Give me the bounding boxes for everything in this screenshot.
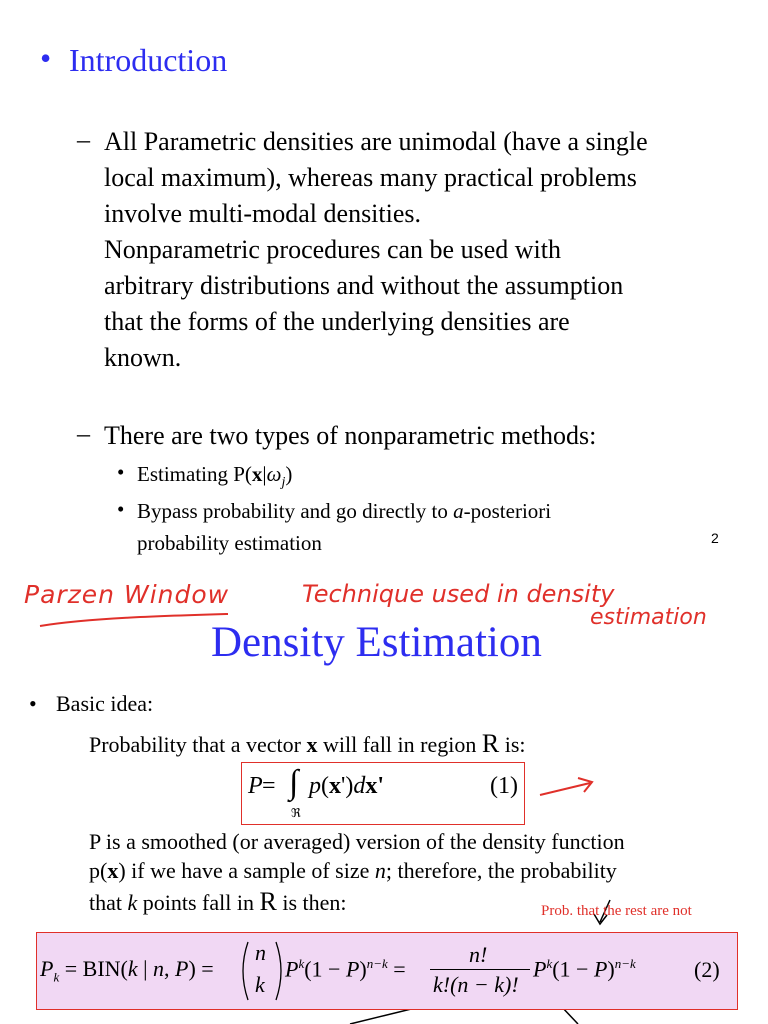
sub-bullet: • [117,497,125,521]
eq2-frac-bar [430,969,530,970]
eq2-frac-den: k!(n − k)! [433,972,519,997]
para1-line: Nonparametric procedures can be used with [104,235,561,264]
sub-item-estimating: Estimating $P(x|\omega_j)$ [137,462,293,491]
eq2-frac-num: n! [469,942,488,967]
heading-bullet: • [40,40,52,76]
eq2-lhs: $P_k = BIN(k$ | n, P) = [40,956,214,985]
eq1-equals: = [262,773,276,799]
eq1-number: (1) [490,773,518,799]
eq1-P: P [248,773,263,799]
annotation-parzen-window: Parzen Window [24,580,230,609]
smoothed-line-3: that k points fall in R is then: [89,887,347,916]
probability-sentence: Probability that a vector x will fall in region R is: [89,729,526,758]
annotation-estimation: estimation [590,605,707,630]
para2: There are two types of nonparametric methods: [104,421,597,450]
sub-item-bypass: Bypass probability and go directly to a-posteriori [137,499,552,523]
para1-line: local maximum), whereas many practical problems [104,163,637,192]
slide-heading: Introduction [69,42,228,78]
para1-line: arbitrary distributions and without the assumption [104,271,624,300]
sub-bullet: • [117,460,125,484]
para1-line: known. [104,343,182,372]
para1-line: involve multi-modal densities. [104,199,422,228]
smoothed-line-1: P is a smoothed (or averaged) version of the density function [89,829,625,854]
eq1-region: ℜ [291,806,301,820]
basic-idea-bullet: • [29,691,37,716]
basic-idea: Basic idea: [56,691,154,716]
eq2-binom-k: k [255,972,265,997]
eq2-right: $P^k(1 - P)^{n-k}$ [533,956,636,982]
sub-item-bypass-line2: probability estimation [137,531,322,555]
smoothed-line-2: p(x) if we have a sample of size n; therefore, the probability [89,858,617,883]
annotation-prob-rest: Prob. that the rest are not [541,903,692,919]
para1-dash: – [77,125,90,154]
eq1-body: p(x')dx' [309,773,384,799]
eq1-integral: ∫ [289,764,299,801]
para1-line: that the forms of the underlying densities are [104,307,570,336]
para2-dash: – [77,419,90,448]
eq2-binom-n: n [255,940,266,965]
page-number: 2 [711,530,719,546]
slide-title: Density Estimation [211,619,542,666]
eq2-middle: $P^k(1 - P)^{n-k}$ = [285,956,406,982]
para1-line: All Parametric densities are unimodal (have a single [104,127,648,156]
eq2-number: (2) [694,957,720,982]
annotation-technique: Technique used in density [302,580,615,608]
